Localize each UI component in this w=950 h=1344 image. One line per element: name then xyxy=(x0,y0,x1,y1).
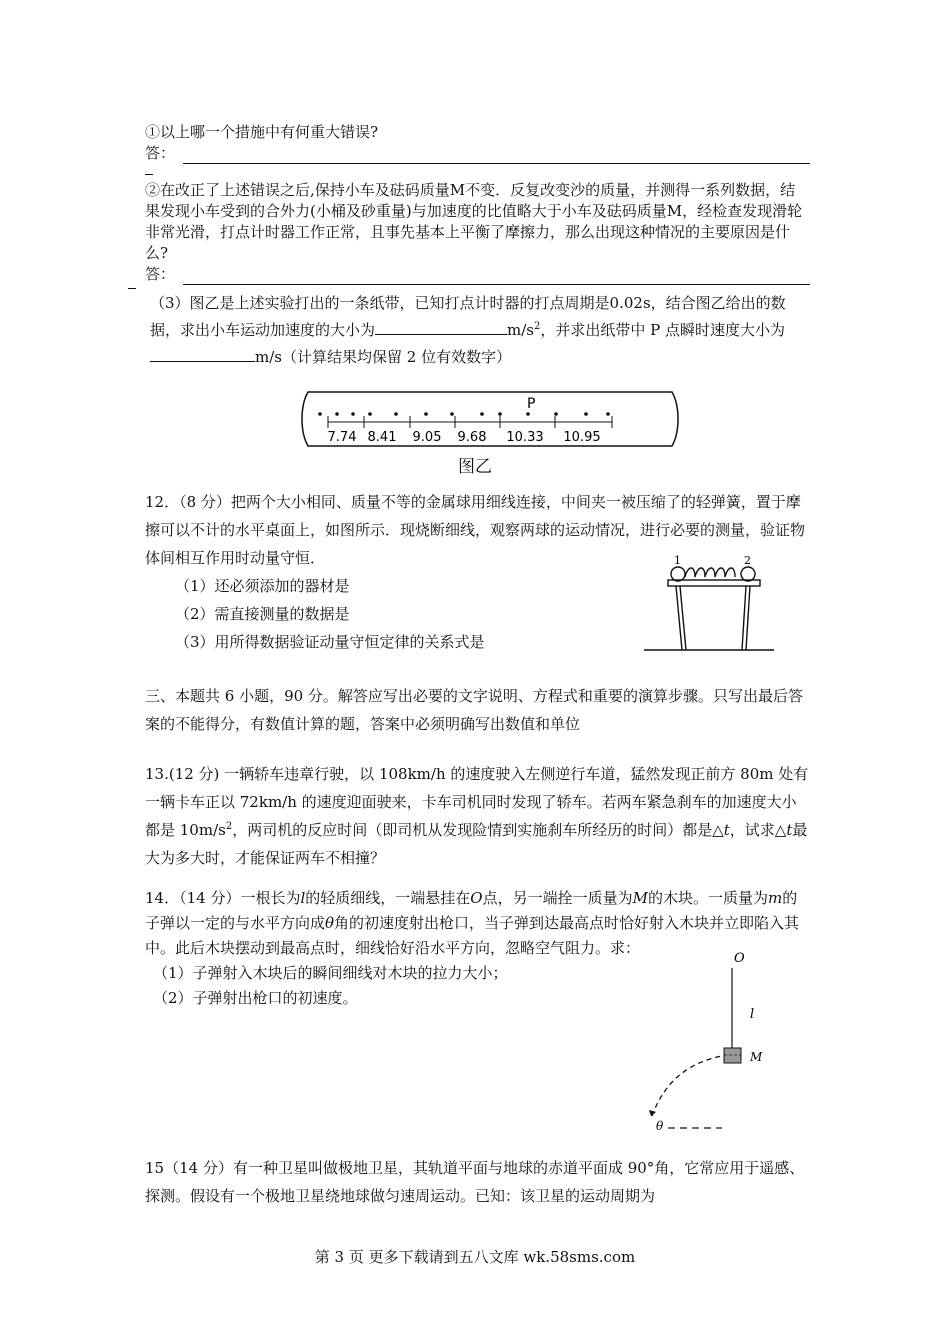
q11-item2-question: ②在改正了上述错误之后,保持小车及砝码质量M不变．反复改变沙的质量，并测得一系列数据，结果发现小车受到的合外力(小桶及砂重量)与加速度的比值略大于小车及砝码质量M，经检查发现滑轮非常光滑，打点计时器工作正常，且事先基本上平衡了摩擦力，那么出现这种情况的主要原因是什么? xyxy=(145,181,803,262)
answer-label: 答： xyxy=(145,265,176,283)
q13-text-b: ，两司机的反应时间（即司机从发现险情到实施刹车所经历的时间）都是△ xyxy=(232,821,724,839)
tape-segment-5: 10.33 xyxy=(506,430,544,445)
unit-velocity: m/s xyxy=(255,348,282,366)
q11-part3-text-c: （计算结果均保留 2 位有效数字） xyxy=(281,348,512,366)
q11-item2 xyxy=(145,180,810,285)
q15 xyxy=(145,1154,810,1210)
pivot-label: O xyxy=(734,951,745,966)
tape-segment-4: 9.68 xyxy=(457,430,487,445)
q13-text-a: 13.(12 分) 一辆轿车违章行驶，以 108km/h 的速度驶入左侧逆行车道，猛然发现正前方 80m 处有一辆卡车正以 72km/h 的速度迎面驶来，卡车司机同时发现了轿车。若两车紧急刹车的加速度大小都是 10m/s xyxy=(145,765,809,839)
q13-t: t xyxy=(723,821,730,839)
unit-acceleration: m/s xyxy=(507,321,534,339)
q14-var-theta: θ xyxy=(325,914,335,932)
q12-sub1: （1）还必须添加的器材是 xyxy=(175,577,350,595)
tape-segment-1: 7.74 xyxy=(327,430,357,445)
block-label: M xyxy=(750,1050,763,1064)
q12-stem: 12．（8 分）把两个大小相同、质量不等的金属球用细线连接，中间夹一被压缩了的轻弹簧，置于摩擦可以不计的水平桌面上，如图所示．现烧断细线，观察两球的运动情况，进行必要的测量，验证物体间相互作用时动量守恒． xyxy=(145,493,806,567)
q11-part3-text-b: ，并求出纸带中 P 点瞬时速度大小为 xyxy=(540,321,786,339)
ball-1-label: 1 xyxy=(674,554,681,567)
tape-caption: 图乙 xyxy=(458,457,492,477)
q11-part3-text-a: （3）图乙是上述实验打出的一条纸带，已知打点计时器的打点周期是0.02s，结合图乙给出的数据，求出小车运动加速度的大小为 xyxy=(150,294,786,339)
tape-dots xyxy=(318,412,610,416)
ball-2 xyxy=(741,567,755,581)
q11-item2-answer-line xyxy=(145,264,810,285)
tape-outline xyxy=(302,392,678,446)
q11-part3: （3）图乙是上述实验打出的一条纸带，已知打点计时器的打点周期是0.02s，结合图乙给出的数据，求出小车运动加速度的大小为 $m/s^2$，并求出纸带中 P 点瞬时速度大小为m/s（计算结果均保留 2 位有效数字） xyxy=(150,294,786,366)
q13-t: t xyxy=(786,821,793,839)
ball-2-label: 2 xyxy=(744,554,751,567)
page-footer: 第 3 页 更多下载请到五八文库 wk.58sms.com xyxy=(314,1248,636,1266)
velocity-blank xyxy=(150,347,255,362)
spring xyxy=(685,568,735,577)
pendulum-figure xyxy=(640,948,770,1133)
q14-var-l: l xyxy=(300,889,306,907)
q14-var-O: O xyxy=(470,889,483,907)
ball-1 xyxy=(671,567,685,581)
q11-item1-question: ①以上哪一个措施中有何重大错误? xyxy=(145,123,379,141)
q13 xyxy=(145,760,810,872)
q13-text-d: 最大为多大时，才能保证两车不相撞？ xyxy=(145,821,808,867)
q13-sup: 2 xyxy=(225,821,233,832)
segment-ticks xyxy=(328,416,612,428)
margin-dash xyxy=(128,288,136,289)
answer-label: 答： xyxy=(145,144,176,162)
tape-point-label: P xyxy=(527,396,536,412)
q14-var-M: M xyxy=(632,889,648,907)
block xyxy=(724,1048,741,1063)
length-label: l xyxy=(750,1007,755,1022)
tape-segment-3: 9.05 xyxy=(412,430,442,445)
angle-label: θ xyxy=(656,1119,664,1133)
q12-sub2: （2）需直接测量的数据是 xyxy=(175,605,350,623)
answer-blank xyxy=(183,270,810,285)
q13-text-c: ，试求△ xyxy=(729,821,787,839)
q14-var-m: m xyxy=(767,889,783,907)
tape-segment-2: 8.41 xyxy=(367,430,397,445)
paper-tape-figure xyxy=(300,388,685,450)
q11-item1 xyxy=(145,122,810,164)
q12-sub3: （3）用所得数据验证动量守恒定律的关系式是 xyxy=(175,633,485,651)
q14-sub2: （2）子弹射出枪口的初速度。 xyxy=(153,989,358,1007)
table-springs-figure xyxy=(640,550,775,665)
tape-segment-6: 10.95 xyxy=(563,430,601,445)
margin-dash xyxy=(145,174,153,175)
section-3-heading: 三、本题共 6 小题，90 分。解答应写出必要的文字说明、方程式和重要的演算步骤。只写出最后答案的不能得分，有数值计算的题，答案中必须明确写出数值和单位 xyxy=(145,687,803,733)
q11-item1-answer-line xyxy=(145,143,810,164)
q15-text: 15（14 分）有一种卫星叫做极地卫星，其轨道平面与地球的赤道平面成 90°角，它常应用于遥感、探测。假设有一个极地卫星绕地球做匀速周运动。已知：该卫星的运动周期为 xyxy=(145,1159,805,1205)
q14: 14．（14 分）一根长为l的轻质细线，一端悬挂在O点，另一端拴一质量为M的木块。一质量为m的子弹以一定的与水平方向成θ角的初速度射出枪口，当子弹到达最高点时恰好射入木块并立即陷入其中。此后木块摆动到最高点时，细线恰好沿水平方向，忽略空气阻力。求： （1）子弹射入木块后的瞬间细线对木块的拉力大小； （2）子弹射出枪口的初速度。 xyxy=(145,886,810,1011)
bullet-trajectory xyxy=(652,1056,722,1116)
acceleration-blank xyxy=(375,320,507,335)
q14-sub1: （1）子弹射入木块后的瞬间细线对木块的拉力大小； xyxy=(153,964,508,982)
answer-blank xyxy=(183,149,810,164)
table-leg-right xyxy=(742,586,746,650)
